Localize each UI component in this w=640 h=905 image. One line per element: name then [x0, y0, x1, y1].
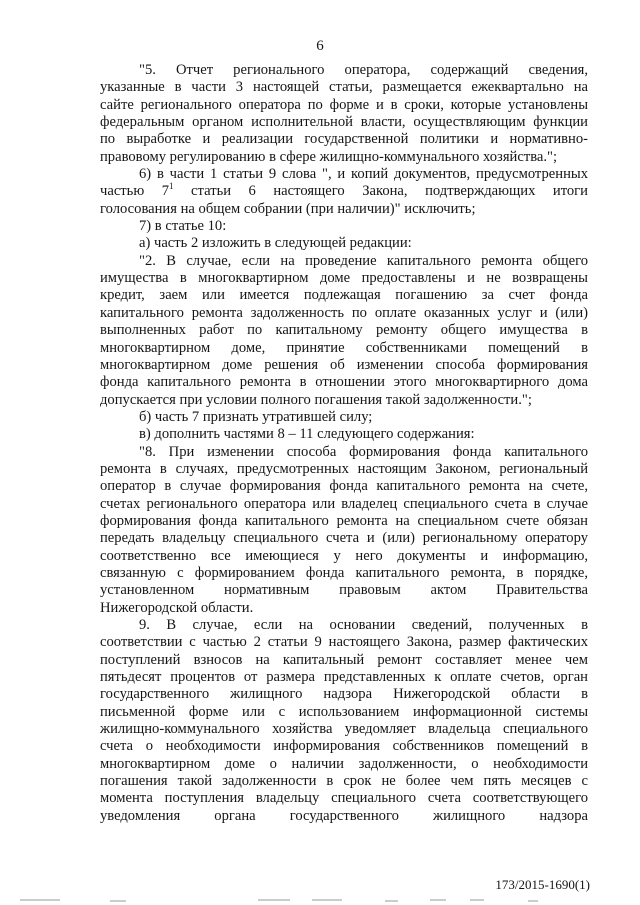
text-line: письменной форме или с использованием информационной системы: [100, 703, 588, 720]
text-line: соответственно все имеющиеся у него документы и информацию,: [100, 547, 588, 564]
text-line: связанную с формированием фонда капитального ремонта, в порядке,: [100, 564, 588, 581]
document-body: [100, 62, 588, 825]
text-line: выполненных работ по капитальному ремонту общего имущества в: [100, 322, 588, 339]
paragraph: [100, 235, 588, 252]
paragraph: [100, 218, 588, 235]
paragraph: [100, 426, 588, 443]
text-line: 7) в статье 10:: [139, 218, 227, 235]
text-line: "5. Отчет регионального оператора, содержащий сведения,: [139, 62, 588, 78]
text-line: погашения такой задолженности в срок не более чем пять месяцев с: [100, 773, 588, 790]
text-line: уведомления органа государственного жилищного надзора: [100, 807, 588, 824]
text-line: момента поступления владельцу специального счета соответствующего: [100, 790, 588, 807]
text-line: 9. В случае, если на основании сведений, полученных в: [139, 617, 588, 633]
text-line: кредит, заем или имеется подлежащая погашению за счет фонда: [100, 287, 588, 304]
text-line: в) дополнить частями 8 – 11 следующего содержания:: [139, 426, 475, 443]
text-line: "2. В случае, если на проведение капитального ремонта общего: [139, 252, 588, 269]
text-line: капитального ремонта задолженность по оплате оказанных услуг и (или): [100, 304, 588, 321]
text-line: б) часть 7 признать утратившей силу;: [139, 408, 373, 425]
text-line: соответствии с частью 2 статьи 9 настоящего Закона, размер фактических: [100, 634, 588, 651]
paragraph: [100, 166, 588, 218]
text-line: многоквартирном доме о наличии задолженности, о необходимости: [100, 755, 588, 772]
page-number: 6: [316, 38, 324, 54]
paragraph: [100, 62, 588, 166]
text-line: передать владельцу специального счета и (или) региональному оператору: [100, 530, 588, 547]
text-line: голосования на общем собрании (при наличии)" исключить;: [100, 200, 476, 217]
text-line: пятьдесят процентов от размера представленных к оплате счетов, орган: [100, 669, 588, 686]
paragraph: [100, 253, 588, 409]
document-registration-number: 173/2015-1690(1): [495, 877, 590, 892]
superscript-index: 1: [169, 181, 174, 192]
text-line: установленном нормативным правовым актом Правительства: [100, 582, 588, 599]
text-line: оператор в случае формирования фонда капитального ремонта на счете,: [100, 478, 588, 495]
text-line: федеральным органом исполнительной власти, осуществляющим функции: [100, 114, 588, 131]
text-line: имущества в многоквартирном доме предоставлены и не возвращены: [100, 270, 588, 287]
paragraph: [100, 617, 588, 825]
text-line: допускается при условии полного погашения такой задолженности.";: [100, 391, 532, 408]
text-line: правовому регулированию в сфере жилищно-коммунального хозяйства.";: [100, 148, 558, 165]
text-line: многоквартирном доме решения об изменении способа формирования: [100, 356, 588, 373]
text-line: 6) в части 1 статьи 9 слова ", и копий документов, предусмотренных: [139, 166, 588, 183]
text-line: ремонта в случаях, предусмотренных настоящим Законом, региональный: [100, 460, 588, 477]
text-line: сайте регионального оператора по форме и в сроки, которые установлены: [100, 96, 588, 113]
text-line: по выработке и реализации государственной политики и нормативно-: [100, 131, 588, 148]
text-line: государственного жилищного надзора Нижегородской области в: [100, 686, 588, 703]
text-line: указанные в части 3 настоящей статьи, размещается ежеквартально на: [100, 79, 588, 96]
text-line: поступлений взносов на капитальный ремонт составляет менее чем: [100, 651, 588, 668]
text-line: частью $7^1$ статьи 6 настоящего Закона, подтверждающих итоги: [100, 181, 588, 200]
text-line: Нижегородской области.: [100, 599, 254, 616]
text-line: счетах регионального оператора или владелец специального счета в случае: [100, 495, 588, 512]
text-line: формирования фонда капитального ремонта на специальном счете обязан: [100, 512, 588, 529]
text-line: многоквартирном доме, принятие собственниками помещений в: [100, 339, 588, 356]
text-line: счета о необходимости информирования собственников помещений в: [100, 738, 588, 755]
paragraph: [100, 409, 588, 426]
text-line: а) часть 2 изложить в следующей редакции:: [139, 235, 412, 252]
paragraph: [100, 444, 588, 617]
text-line: "8. При изменении способа формирования фонда капитального: [139, 443, 588, 460]
scan-edge-marks: [0, 893, 640, 905]
text-line: фонда капитального ремонта в отношении этого многоквартирного дома: [100, 374, 588, 391]
text-line: жилищно-коммунального хозяйства уведомляет владельца специального: [100, 721, 588, 738]
